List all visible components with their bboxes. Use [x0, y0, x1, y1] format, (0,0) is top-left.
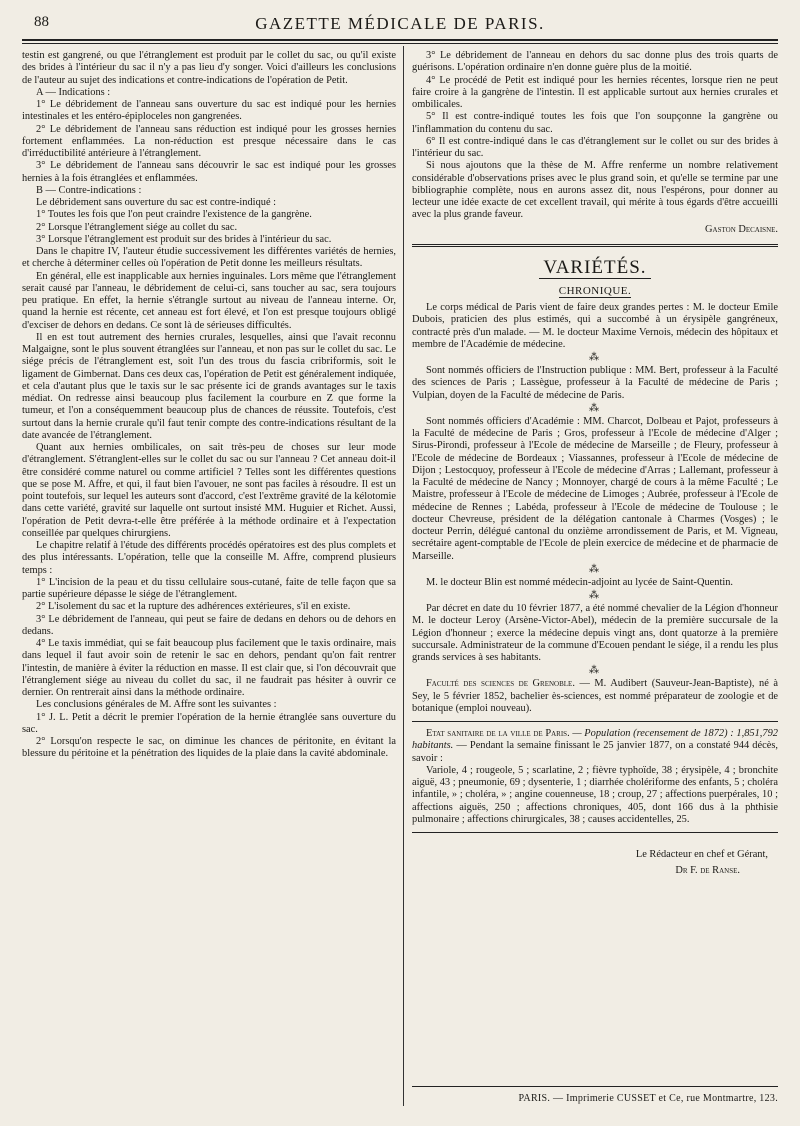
- paragraph: 1° L'incision de la peau et du tissu cellulaire sous-cutané, faite de telle façon que sa partie supérieure dépasse le siége de l'étranglement.: [22, 576, 396, 600]
- paragraph: 4° Le taxis immédiat, qui se fait beaucoup plus facilement que le taxis ordinaire, mais dans lequel il faut avoir soin de retenir le sac en dehors, pendant qu'on fait rentrer l'intestin, de manière à éviter la réduction en masse. Il est clair que, si l'on découvrait que l'étranglement siége au niveau du collet du sac, il ne faudrait pas hésiter à ouvrir ce dernier. On rentrerait ainsi dans la méthode ordinaire.: [22, 638, 396, 698]
- editor-name: Dr F. de Ranse.: [675, 865, 740, 877]
- paragraph: 2° L'isolement du sac et la rupture des adhérences extérieures, s'il en existe.: [36, 601, 351, 613]
- news-item: [412, 678, 778, 715]
- news-item: Le corps médical de Paris vient de faire deux grandes pertes : M. le docteur Emile Dubois, praticien des plus estimés, qui a succombé à un érysipèle gangréneux, contracté près d'un malade. — M. le docteur Maxime Vernois, médecin des hôpitaux et membre de l'Académie de médecine.: [412, 302, 778, 350]
- section-subtitle-text: CHRONIQUE.: [558, 284, 632, 297]
- asterism-divider: ⁂: [589, 563, 601, 575]
- author-signature: Gaston Decaisne.: [705, 223, 778, 235]
- asterism-divider: ⁂: [589, 352, 601, 363]
- news-lead: Faculté des sciences de Grenoble.: [426, 678, 575, 690]
- paragraph: 1° Le débridement de l'anneau sans ouverture du sac est indiqué pour les hernies intestinales et les entéro-épiploceles non gangrenées.: [22, 99, 396, 123]
- news-item: Par décret en date du 10 février 1877, a été nommé chevalier de la Légion d'honneur M. le docteur Leroy (Arsène-Victor-Abel), médecin de la première succursale de la Légion d'honneur ; exerce la médecine depuis vingt ans, dont quatorze à la première succursale. Administrateur de la commune d'Ecouen pendant le siége, il a rendu les plus grands services à ses habitants.: [412, 603, 778, 663]
- section-rule: [412, 244, 778, 247]
- printer-imprint: PARIS. — Imprimerie CUSSET et Ce, rue Montmartre, 123.: [518, 1093, 778, 1104]
- paragraph: Dans le chapitre IV, l'auteur étudie successivement les différentes variétés de hernies, et cherche à déterminer celles où l'opération de Petit donne les meilleurs résultats.: [22, 246, 396, 270]
- header-rule-thin: [22, 43, 778, 44]
- header-rule: [22, 39, 778, 41]
- paragraph: 1° J. L. Petit a décrit le premier l'opération de la hernie étranglée sans ouverture du sac.: [22, 711, 396, 735]
- left-column: [22, 50, 396, 761]
- news-italic: — Population (recensement de 1872) : 1,851,792 habitants.: [412, 728, 778, 752]
- journal-title: GAZETTE MÉDICALE DE PARIS.: [255, 14, 545, 33]
- section-title-text: VARIÉTÉS.: [539, 257, 650, 279]
- paragraph: Le débridement sans ouverture du sac est contre-indiqué :: [36, 197, 277, 208]
- page-number: 88: [34, 14, 49, 30]
- paragraph: 2° Le débridement de l'anneau sans réduction est indiqué pour les grosses hernies fortement enflammées. La non-réduction est presque nécessaire dans le cas d'irréductibilité antérieure à l'étranglement.: [22, 123, 396, 159]
- page-header: [22, 14, 778, 36]
- asterism-divider: ⁂: [589, 590, 601, 601]
- news-rule: [412, 721, 778, 722]
- paragraph: Si nous ajoutons que la thèse de M. Affre renferme un nombre relativement considérable d'observations prises avec le plus grand soin, et qu'elle se termine par une bibliographie complète, nous en aurons assez dit, nous l'espérons, pour donner au lecteur une idée exacte de cet excellent travail, qui mérite à tous égards d'être accueilli avec la plus grande faveur.: [412, 160, 778, 221]
- paragraph: 2° Lorsqu'on respecte le sac, on diminue les chances de péritonite, en évitant la blessure du péritoine et la pénétration des liquides de la plaie dans la cavité abdominale.: [22, 736, 396, 760]
- paragraph: B — Contre-indications :: [36, 184, 142, 196]
- news-item: [412, 728, 778, 765]
- paragraph: 4° Le procédé de Petit est indiqué pour les hernies récentes, lorsque rien ne peut faire croire à la gangrène de l'intestin. Il est applicable surtout aux hernies crurales et ombilicales.: [412, 74, 778, 110]
- paragraph: A — Indications :: [36, 86, 111, 98]
- news-item: Sont nommés officiers d'Académie : MM. Charcot, Dolbeau et Pajot, professeurs à la Faculté de médecine de Paris ; Gros, professeur à l'Ecole de médecine d'Alger ; Sirus-Pirondi, professeur à l'Ecole de médecine de Marseille ; de Fleury, professeur à l'Ecole de médecine de Bordeaux ; Viassannes, professeur à l'Ecole de médecine de Dijon ; Lestocquoy, professeur à l'Ecole de médecine d'Arras ; Lallemant, professeur à la Faculté de médecine de Nancy ; Monnoyer, chargé de cours à la même Faculté ; Le Maistre, professeur à l'Ecole de médecine de Limoges ; Aubrée, professeur à l'Ecole de médecine de Rennes ; Labéda, professeur à l'Ecole de médecine de Toulouse ; le docteur Chevreuse, président de la délégation cantonale à Charmes (Vosges) ; le docteur Perrin, délégué cantonal du onzième arrondissement de Paris, et M. Vigneau, secrétaire agent-comptable de l'Ecole de plein exercice de médecine et de pharmacie de Marseille.: [412, 415, 778, 562]
- paragraph: 1° Toutes les fois que l'on peut craindre l'existence de la gangrène.: [36, 209, 312, 221]
- paragraph: 2° Lorsque l'étranglement siége au collet du sac.: [36, 221, 238, 233]
- right-column: [412, 50, 778, 878]
- paragraph: 5° Il est contre-indiqué toutes les fois que l'on soupçonne la gangrène ou l'inflammation du contenu du sac.: [412, 111, 778, 135]
- column-divider: [403, 46, 404, 1106]
- paragraph: Il en est tout autrement des hernies crurales, lesquelles, ainsi que l'avait reconnu Malgaigne, sont le plus souvent étranglées sur l'anneau, et non pas sur le collet du sac. Le siége précis de l'étranglement est, soit l'un des trous du fascia cribriformis, soit le ligament de Gimbernat. Dans ces deux cas, l'opération de Petit est généralement indiquée, et cela d'autant plus que le taxis sur le sac présente ici de grands avantages sur le taxis médiat. On redresse ainsi beaucoup plus facilement la courbure en Z que forme la tumeur, et l'on a conséquemment beaucoup plus de chances de réussite. Toutefois, c'est surtout dans la hernie crurale qu'il faut tenir compte des contre-indications résultant de la date avancée de l'étranglement.: [22, 331, 396, 441]
- paragraph: 3° Lorsque l'étranglement est produit sur des brides à l'intérieur du sac.: [36, 233, 332, 245]
- mortality-list: Variole, 4 ; rougeole, 5 ; scarlatine, 2 ; fièvre typhoïde, 38 ; érysipèle, 4 ; bronchite aiguë, 43 ; pneumonie, 69 ; dysenterie, 1 ; diarrhée cholériforme des enfants, 5 ; choléra infantile, » ; choléra, » ; angine couenneuse, 18 ; croup, 27 ; affections puerpérales, 10 ; affections aiguës, 250 ; affections chroniques, 405, dont 166 dus à la phthisie pulmonaire ; affections chirurgicales, 38 ; causes accidentelles, 25.: [412, 764, 778, 825]
- news-item: Sont nommés officiers de l'Instruction publique : MM. Bert, professeur à la Faculté des sciences de Paris ; Lassègue, professeur à la Faculté de médecine de Paris ; Vulpian, doyen de la Faculté de médecine de Paris.: [412, 365, 778, 401]
- paragraph: Quant aux hernies ombilicales, on sait très-peu de choses sur leur mode d'étranglement. S'étranglent-elles sur le collet du sac ou sur l'anneau ? Cet anneau doit-il être considéré comme naturel ou comme artificiel ? Telles sont les différentes questions que se pose M. Affre, et qui, il faut bien l'avouer, ne sont pas faciles à résoudre. Il est un point toutefois, sur lequel les auteurs sont d'accord, c'est l'extrême gravité de la kélotomie dans cette variété, gravité sur laquelle ont surtout insisté MM. Huguier et Richet. Aussi, l'opération de Petit devra-t-elle être préférée à la méthode ordinaire et à l'expectation conseillée par quelques chirurgiens.: [22, 442, 396, 539]
- section-subtitle: [412, 285, 778, 297]
- editor-line: Le Rédacteur en chef et Gérant,: [635, 849, 768, 860]
- paragraph: 3° Le débridement de l'anneau sans découvrir le sac est indiqué pour les grosses hernies à la fois étranglées et enflammées.: [22, 160, 396, 184]
- news-item: M. le docteur Blin est nommé médecin-adjoint au lycée de Saint-Quentin.: [426, 576, 734, 588]
- paragraph: Les conclusions générales de M. Affre sont les suivantes :: [36, 699, 277, 711]
- paragraph: testin est gangrené, ou que l'étranglement est produit par le collet du sac, ou qu'il existe des brides à l'intérieur du sac il n'y a pas lieu d'y songer. Voici d'ailleurs les conclusions de l'auteur au sujet des indications et contre-indications de l'opération de Petit.: [22, 50, 396, 86]
- asterism-divider: ⁂: [589, 402, 601, 414]
- news-rule: [412, 832, 778, 833]
- asterism-divider: ⁂: [589, 665, 601, 677]
- news-text: — Pendant la semaine finissant le 25 janvier 1877, on a constaté 944 décès, savoir :: [412, 740, 778, 764]
- news-lead: Etat sanitaire de la ville de Paris.: [426, 728, 570, 739]
- paragraph: 6° Il est contre-indiqué dans le cas d'étranglement sur le collet ou sur des brides à l'intérieur du sac.: [412, 135, 778, 159]
- paragraph: En général, elle est inapplicable aux hernies inguinales. Lors même que l'étranglement serait causé par l'anneau, le débridement de celui-ci, sans toucher au sac, sera toujours peu pratique. En effet, la hernie s'étrangle surtout au niveau de l'anneau interne. Or, quand la hernie est récente, cet anneau est fort élevé, et l'on est presque toujours obligé d'exciser de dehors en dedans. Ce sont là de sérieuses difficultés.: [22, 270, 396, 331]
- printer-rule: [412, 1086, 778, 1087]
- paragraph: 3° Le débridement de l'anneau en dehors du sac donne plus des trois quarts de guérisons. L'opération ordinaire n'en donne guère plus de la moitié.: [412, 50, 778, 74]
- editor-signature-block: [412, 849, 778, 878]
- paragraph: 3° Le débridement de l'anneau, qui peut se faire de dedans en dehors ou de dehors en dedans.: [22, 613, 396, 637]
- section-title: [412, 257, 778, 279]
- paragraph: Le chapitre relatif à l'étude des différents procédés opératoires est des plus complets et des plus intéressants. L'opération, telle que la conseille M. Affre, comprend plusieurs temps :: [22, 540, 396, 576]
- news-text: — M. Audibert (Sauveur-Jean-Baptiste), né à Sey, le 5 février 1852, bachelier ès-sciences, est nommé préparateur de zoologie et de botanique (emploi nouveau).: [412, 678, 778, 714]
